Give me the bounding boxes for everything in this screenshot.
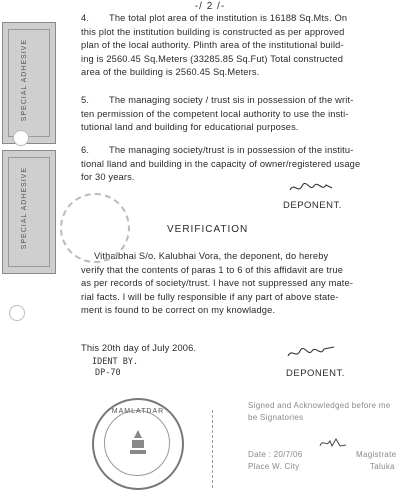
paragraph-line: this plot the institution building is constructed as per approved bbox=[81, 26, 345, 37]
notary-line-2: be Signatories bbox=[248, 413, 304, 422]
notary-date: Date : 20/7/06 bbox=[248, 450, 303, 459]
faint-seal-top bbox=[60, 193, 130, 263]
punch-hole-top bbox=[13, 130, 29, 146]
paragraph-line: The managing society / trust sis in possession of the writ- bbox=[109, 95, 354, 105]
paragraph-number: 4. bbox=[81, 13, 90, 23]
paragraph-line: for 30 years. bbox=[81, 172, 135, 183]
date-line: This 20th day of July 2006. bbox=[81, 343, 197, 353]
paragraph-4 bbox=[81, 12, 411, 80]
ident-by: IDENT BY. bbox=[92, 357, 139, 367]
stamp-border bbox=[8, 29, 50, 137]
verification-line: ment is found to be correct on my knowladge. bbox=[81, 305, 276, 316]
notary-signature-icon bbox=[318, 436, 348, 450]
paragraph-line: ten permission of the competent local authority to use the insti- bbox=[81, 108, 349, 119]
notary-place: Place W. City bbox=[248, 462, 300, 471]
paragraph-line: area of the building is 2560.45 Sq.Meters. bbox=[81, 67, 260, 78]
punch-hole-bottom bbox=[9, 305, 25, 321]
emblem-icon bbox=[124, 428, 152, 458]
paragraph-number: 5. bbox=[81, 95, 90, 105]
verification-line: as per records of society/trust. I have not suppressed any mate- bbox=[81, 278, 354, 289]
deponent-label-2: DEPONENT. bbox=[286, 368, 345, 379]
paragraph-number: 6. bbox=[81, 145, 90, 155]
official-seal bbox=[92, 398, 184, 490]
stamp-text: SPECIAL ADHESIVE bbox=[21, 167, 28, 250]
paragraph-line: The managing society/trust is in possession of the institu- bbox=[109, 145, 354, 155]
paragraph-6 bbox=[81, 144, 411, 185]
revenue-stamp-top bbox=[2, 22, 56, 144]
stamp-text: SPECIAL ADHESIVE bbox=[21, 39, 28, 122]
signature-scribble-icon bbox=[286, 345, 336, 361]
page-number: -/ 2 /- bbox=[194, 1, 226, 12]
deponent-signature bbox=[288, 180, 334, 199]
stamp-border bbox=[8, 157, 50, 267]
divider-dashed bbox=[212, 410, 213, 488]
ident-mark: DP-70 bbox=[95, 368, 121, 378]
verification-title: VERIFICATION bbox=[167, 224, 249, 235]
paragraph-line: ing is 2560.45 Sq.Meters (33285.85 Sq.Fut) Total constructed bbox=[81, 53, 344, 64]
verification-line: verify that the contents of paras 1 to 6 of this affidavit are true bbox=[81, 264, 344, 275]
paragraph-line: tutional land and building for educational purposes. bbox=[81, 122, 299, 133]
notary-right-1: Magistrate bbox=[356, 450, 397, 459]
notary-right-2: Taluka bbox=[370, 462, 395, 471]
paragraph-5 bbox=[81, 94, 411, 135]
paragraph-line: plan of the local authority. Plinth area of the institutional build- bbox=[81, 40, 344, 51]
paragraph-line: The total plot area of the institution is 16188 Sq.Mts. On bbox=[109, 13, 348, 23]
revenue-stamp-bottom bbox=[2, 150, 56, 274]
paragraph-line: tional lland and building in the capacity of owner/registered usage bbox=[81, 158, 361, 169]
deponent-signature-2 bbox=[286, 345, 336, 364]
verification-body bbox=[81, 250, 411, 318]
notary-line-1: Signed and Acknowledged before me bbox=[248, 401, 391, 410]
verification-line: Vithalbhai S/o. Kalubhai Vora, the deponent, do hereby bbox=[94, 251, 329, 261]
verification-line: rial facts. I will be fully responsible if any part of above state- bbox=[81, 291, 339, 302]
seal-text: MAMLATDAR bbox=[111, 408, 165, 415]
deponent-label: DEPONENT. bbox=[283, 200, 342, 211]
signature-scribble-icon bbox=[288, 180, 334, 196]
